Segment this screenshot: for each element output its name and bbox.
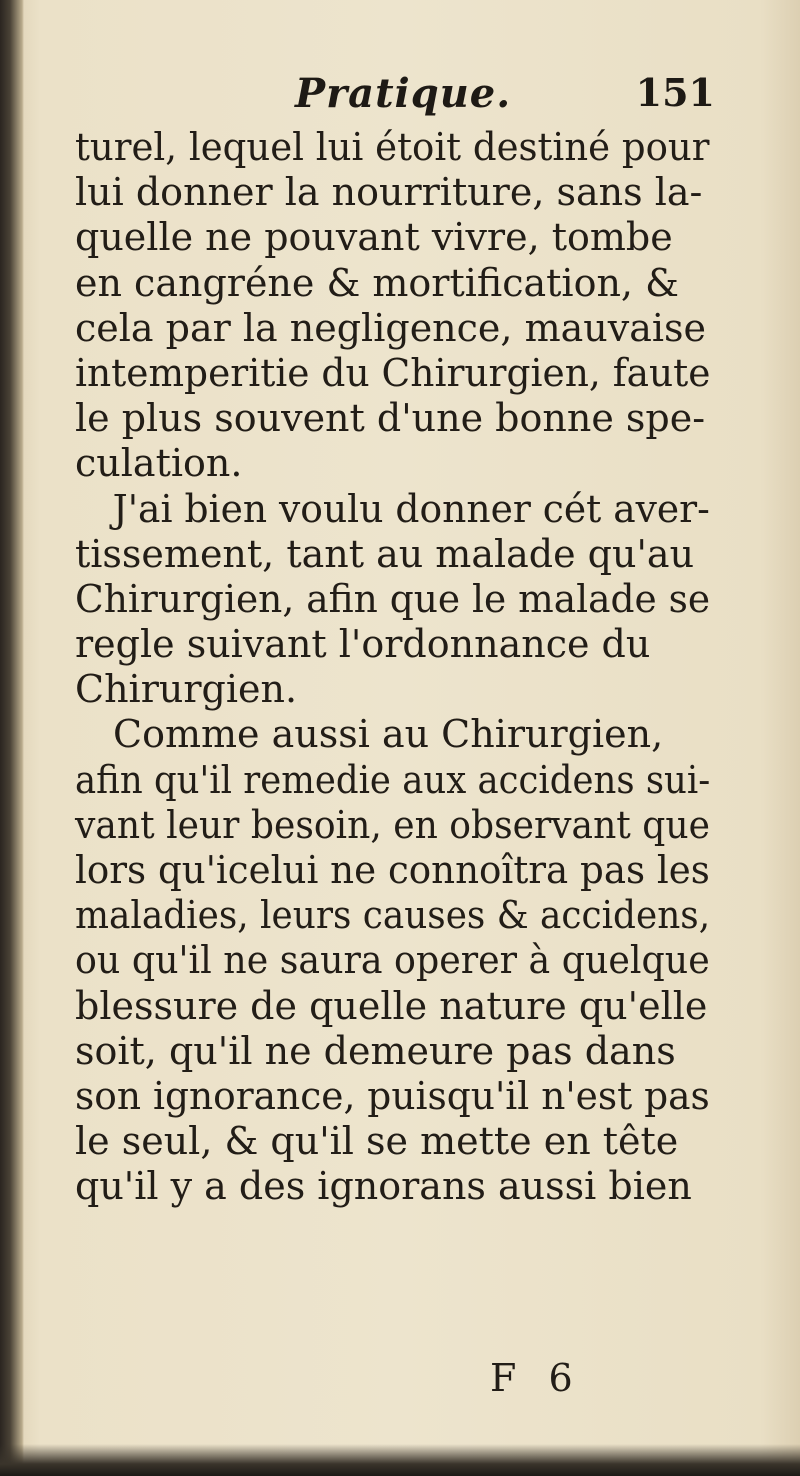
binding-gutter xyxy=(0,0,24,1476)
text-line: regle suivant l'ordonnance du xyxy=(75,622,651,667)
text-line: afin qu'il remedie aux accidens sui- xyxy=(75,757,711,802)
page-number: 151 xyxy=(635,70,715,115)
text-line: turel, lequel lui étoit destiné pour xyxy=(75,125,710,169)
text-line: le seul, & qu'il se mette en tête xyxy=(75,1119,679,1164)
text-line: soit, qu'il ne demeure pas dans xyxy=(75,1028,676,1073)
text-line: ou qu'il ne saura operer à quelque xyxy=(75,938,710,983)
text-line: qu'il y a des ignorans aussi bien xyxy=(75,1164,692,1209)
page-bottom-edge xyxy=(0,1444,800,1476)
text-line: maladies, leurs causes & accidens, xyxy=(75,893,711,938)
page-header xyxy=(80,70,715,130)
body-text xyxy=(75,125,710,1210)
text-line: lui donner la nourriture, sans la- xyxy=(75,170,703,215)
text-line: quelle ne pouvant vivre, tombe xyxy=(75,215,673,260)
signature-mark: F 6 xyxy=(490,1356,583,1400)
paragraph-start-line: Comme aussi au Chirurgien, xyxy=(113,712,664,757)
text-line: blessure de quelle nature qu'elle xyxy=(75,983,708,1028)
text-line: le plus souvent d'une bonne spe- xyxy=(75,396,706,441)
text-line: vant leur besoin, en observant que xyxy=(75,802,710,847)
text-line: Chirurgien, afin que le malade se xyxy=(75,576,711,621)
paragraph-start-line: J'ai bien voulu donner cét aver- xyxy=(112,486,710,531)
text-line: culation. xyxy=(75,441,243,486)
text-line: Chirurgien. xyxy=(75,667,298,712)
text-line: cela par la negligence, mauvaise xyxy=(75,305,707,350)
text-line: intemperitie du Chirurgien, faute xyxy=(75,350,711,395)
text-line: en cangréne & mortification, & xyxy=(75,260,679,305)
text-line: tissement, tant au malade qu'au xyxy=(75,531,695,576)
text-line: lors qu'icelui ne connoîtra pas les xyxy=(75,848,710,892)
text-line: son ignorance, puisqu'il n'est pas xyxy=(75,1073,710,1118)
running-head: Pratique. xyxy=(295,70,512,117)
